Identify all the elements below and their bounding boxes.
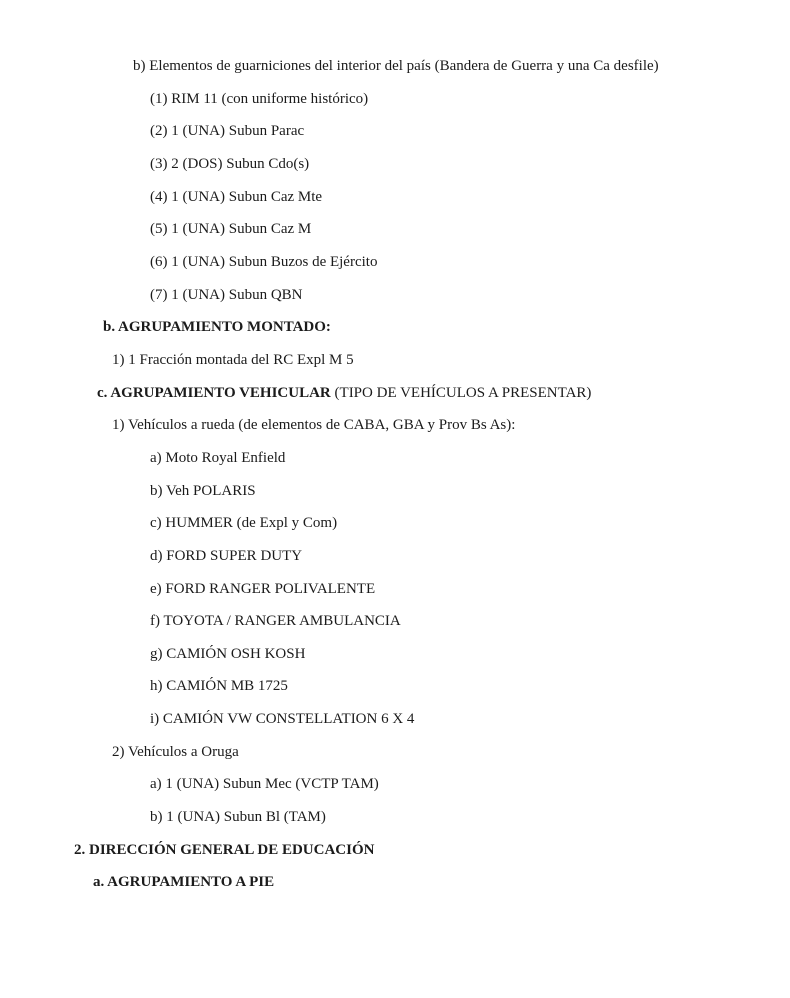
section-2-direccion-general-educacion: 2. DIRECCIÓN GENERAL DE EDUCACIÓN: [74, 841, 375, 858]
doc-line-subun-caz-m: (5) 1 (UNA) Subun Caz M: [150, 221, 312, 238]
doc-line-elementos-guarniciones: b) Elementos de guarniciones del interior del país (Bandera de Guerra y una Ca desfile): [133, 58, 659, 74]
section-c-title: c. AGRUPAMIENTO VEHICULAR: [97, 384, 331, 401]
doc-line-subun-qbn: (7) 1 (UNA) Subun QBN: [150, 286, 303, 303]
doc-line-moto-royal-enfield: a) Moto Royal Enfield: [150, 449, 286, 466]
doc-line-subun-bl-tam: b) 1 (UNA) Subun Bl (TAM): [150, 809, 326, 826]
doc-line-vehiculos-oruga: 2) Vehículos a Oruga: [112, 743, 239, 760]
doc-line-subun-parac: (2) 1 (UNA) Subun Parac: [150, 123, 305, 140]
doc-line-subun-cdos: (3) 2 (DOS) Subun Cdo(s): [150, 155, 310, 172]
section-c-subtitle: (TIPO DE VEHÍCULOS A PRESENTAR): [330, 384, 592, 401]
section-a-agrupamiento-a-pie: a. AGRUPAMIENTO A PIE: [93, 874, 275, 891]
doc-line-camion-vw-constellation: i) CAMIÓN VW CONSTELLATION 6 X 4: [150, 711, 415, 728]
doc-line-subun-caz-mte: (4) 1 (UNA) Subun Caz Mte: [150, 188, 323, 205]
doc-line-ford-ranger-polivalente: e) FORD RANGER POLIVALENTE: [150, 580, 376, 597]
doc-line-vehiculos-rueda: 1) Vehículos a rueda (de elementos de CABA, GBA y Prov Bs As):: [112, 417, 516, 434]
doc-line-fraccion-montada: 1) 1 Fracción montada del RC Expl M 5: [112, 351, 354, 368]
doc-line-camion-osh-kosh: g) CAMIÓN OSH KOSH: [150, 645, 306, 662]
doc-line-rim-11: (1) RIM 11 (con uniforme histórico): [150, 90, 369, 107]
doc-line-hummer: c) HUMMER (de Expl y Com): [150, 515, 338, 532]
doc-line-veh-polaris: b) Veh POLARIS: [150, 482, 256, 499]
doc-line-ford-super-duty: d) FORD SUPER DUTY: [150, 547, 303, 564]
doc-line-camion-mb-1725: h) CAMIÓN MB 1725: [150, 678, 288, 695]
doc-line-subun-buzos-ejercito: (6) 1 (UNA) Subun Buzos de Ejército: [150, 253, 378, 270]
doc-line-subun-mec-vctp-tam: a) 1 (UNA) Subun Mec (VCTP TAM): [150, 776, 379, 793]
doc-line-toyota-ranger-ambulancia: f) TOYOTA / RANGER AMBULANCIA: [150, 613, 401, 630]
section-b-agrupamiento-montado: b. AGRUPAMIENTO MONTADO:: [103, 319, 331, 336]
section-c-agrupamiento-vehicular: [0, 377, 790, 410]
